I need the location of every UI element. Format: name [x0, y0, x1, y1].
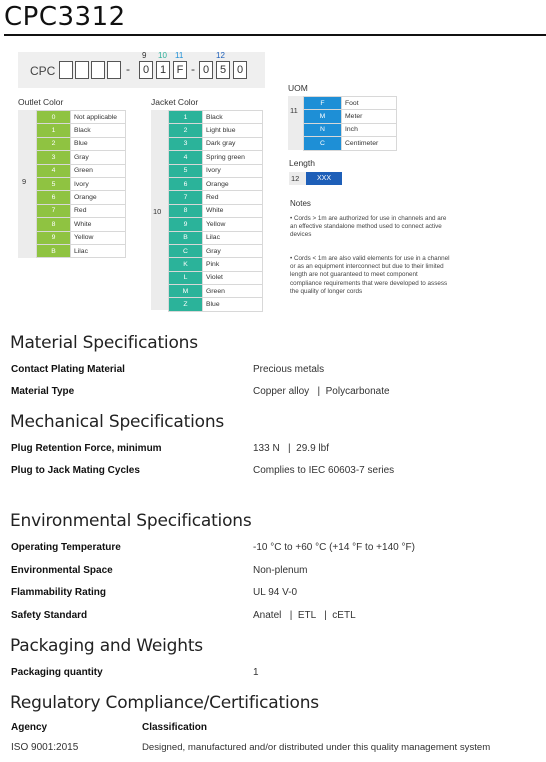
notes-title: Notes: [290, 199, 311, 208]
packaging-heading: Packaging and Weights: [10, 636, 203, 656]
table-row: [37, 124, 126, 137]
code-cell: 1: [37, 124, 71, 137]
code-cell: 2: [37, 137, 71, 150]
table-row: [169, 164, 263, 177]
table-row: [169, 111, 263, 124]
name-cell: Orange: [71, 191, 126, 204]
builder-dash: -: [191, 62, 195, 76]
name-cell: Lilac: [71, 244, 126, 257]
code-cell: 4: [169, 151, 203, 164]
builder-dash: -: [126, 62, 130, 76]
builder-digit: F: [173, 61, 187, 79]
name-cell: Gray: [71, 151, 126, 164]
outlet-color-table: [36, 110, 126, 258]
name-cell: White: [203, 204, 263, 217]
builder-index-jacket: 10: [158, 51, 167, 60]
table-row: [37, 231, 126, 244]
code-cell: M: [304, 110, 342, 123]
length-index: 12: [291, 174, 300, 183]
name-cell: Blue: [203, 298, 263, 311]
code-cell: 5: [169, 164, 203, 177]
code-cell: 9: [169, 218, 203, 231]
name-cell: Inch: [342, 123, 397, 136]
name-cell: Meter: [342, 110, 397, 123]
table-row: [169, 177, 263, 190]
name-cell: Centimeter: [342, 137, 397, 150]
builder-index-uom: 11: [175, 51, 184, 60]
name-cell: Not applicable: [71, 111, 126, 124]
spec-label: Plug Retention Force, minimum: [11, 443, 162, 454]
title-divider: [4, 34, 546, 36]
code-cell: N: [304, 123, 342, 136]
spec-label: Contact Plating Material: [11, 364, 125, 375]
table-row: [37, 164, 126, 177]
spec-label: Packaging quantity: [11, 667, 103, 678]
code-cell: 1: [169, 111, 203, 124]
code-cell: C: [304, 137, 342, 150]
code-cell: 5: [37, 177, 71, 190]
code-cell: B: [169, 231, 203, 244]
part-number-builder: [18, 52, 265, 88]
name-cell: Yellow: [203, 218, 263, 231]
spec-label: Plug to Jack Mating Cycles: [11, 465, 140, 476]
name-cell: Foot: [342, 97, 397, 110]
builder-index-outlet: 9: [142, 51, 147, 60]
table-row: [304, 110, 397, 123]
builder-index-length: 12: [216, 51, 225, 60]
page-title: CPC3312: [4, 2, 126, 32]
name-cell: Orange: [203, 177, 263, 190]
spec-value: Anatel | ETL | cETL: [253, 610, 356, 621]
builder-digit: 5: [216, 61, 230, 79]
code-cell: 2: [169, 124, 203, 137]
spec-label: Operating Temperature: [11, 542, 121, 553]
table-row: [37, 137, 126, 150]
environmental-heading: Environmental Specifications: [10, 511, 252, 531]
name-cell: Red: [203, 191, 263, 204]
name-cell: Dark gray: [203, 137, 263, 150]
table-row: [37, 177, 126, 190]
table-row: [169, 244, 263, 257]
spec-value: UL 94 V-0: [253, 587, 298, 598]
code-cell: 6: [169, 177, 203, 190]
uom-rail: [288, 96, 303, 150]
spec-value: 133 N | 29.9 lbf: [253, 443, 329, 454]
agency-cell: ISO 9001:2015: [11, 742, 79, 753]
outlet-rail: [18, 110, 36, 258]
spec-label: Environmental Space: [11, 565, 113, 576]
name-cell: Pink: [203, 258, 263, 271]
code-cell: 6: [37, 191, 71, 204]
name-cell: Blue: [71, 137, 126, 150]
uom-label: UOM: [288, 83, 308, 93]
builder-box-blank: [91, 61, 105, 79]
table-row: [37, 191, 126, 204]
code-cell: B: [37, 244, 71, 257]
uom-index: 11: [290, 106, 298, 115]
spec-label: Material Type: [11, 386, 75, 397]
code-cell: Z: [169, 298, 203, 311]
builder-box-blank: [75, 61, 89, 79]
name-cell: Lilac: [203, 231, 263, 244]
classification-cell: Designed, manufactured and/or distributed under this quality management system: [142, 742, 491, 753]
table-row: [304, 97, 397, 110]
classification-column-header: Classification: [142, 722, 208, 733]
code-cell: 9: [37, 231, 71, 244]
builder-digit: 0: [199, 61, 213, 79]
material-heading: Material Specifications: [10, 333, 198, 353]
name-cell: Ivory: [203, 164, 263, 177]
name-cell: Spring green: [203, 151, 263, 164]
name-cell: Light blue: [203, 124, 263, 137]
table-row: [37, 244, 126, 257]
spec-label: Safety Standard: [11, 610, 88, 621]
builder-box-blank: [107, 61, 121, 79]
code-cell: 4: [37, 164, 71, 177]
table-row: [169, 298, 263, 311]
table-row: [169, 151, 263, 164]
note-item: • Cords < 1m are also valid elements for use in a channel or as an equipment interconnect but due to their limited length are not guaranteed to meet component compliance requirements that were developed to assess the quality of longer cords: [290, 255, 450, 295]
code-cell: 7: [37, 204, 71, 217]
table-row: [37, 111, 126, 124]
spec-label: Flammability Rating: [11, 587, 107, 598]
table-row: [169, 285, 263, 298]
builder-box-blank: [59, 61, 73, 79]
spec-value: 1: [253, 667, 259, 678]
code-cell: 8: [169, 204, 203, 217]
spec-value: -10 °C to +60 °C (+14 °F to +140 °F): [253, 542, 415, 553]
table-row: [169, 191, 263, 204]
spec-value: Non-plenum: [253, 565, 308, 576]
code-cell: L: [169, 271, 203, 284]
code-cell: M: [169, 285, 203, 298]
code-cell: 8: [37, 218, 71, 231]
note-item: • Cords > 1m are authorized for use in channels and are an effective standalone method used to connect active devices: [290, 215, 447, 239]
table-row: [169, 271, 263, 284]
name-cell: Ivory: [71, 177, 126, 190]
uom-table: [303, 96, 397, 151]
name-cell: Green: [203, 285, 263, 298]
length-value: XXX: [306, 172, 342, 185]
agency-column-header: Agency: [11, 722, 48, 733]
table-row: [169, 258, 263, 271]
mechanical-heading: Mechanical Specifications: [10, 412, 225, 432]
table-row: [169, 137, 263, 150]
code-cell: 0: [37, 111, 71, 124]
table-row: [169, 218, 263, 231]
table-row: [304, 137, 397, 150]
length-label: Length: [289, 158, 315, 168]
builder-digit: 0: [139, 61, 153, 79]
name-cell: Gray: [203, 244, 263, 257]
name-cell: Red: [71, 204, 126, 217]
outlet-index: 9: [22, 177, 27, 186]
code-cell: 3: [169, 137, 203, 150]
name-cell: White: [71, 218, 126, 231]
table-row: [37, 204, 126, 217]
name-cell: Green: [71, 164, 126, 177]
spec-value: Copper alloy | Polycarbonate: [253, 386, 390, 397]
name-cell: Violet: [203, 271, 263, 284]
table-row: [169, 231, 263, 244]
table-row: [169, 124, 263, 137]
code-cell: 7: [169, 191, 203, 204]
table-row: [304, 123, 397, 136]
code-cell: F: [304, 97, 342, 110]
table-row: [37, 151, 126, 164]
name-cell: Black: [71, 124, 126, 137]
part-number-diagram: [0, 46, 546, 316]
builder-digit: 1: [156, 61, 170, 79]
code-cell: C: [169, 244, 203, 257]
code-cell: 3: [37, 151, 71, 164]
name-cell: Yellow: [71, 231, 126, 244]
jacket-index: 10: [153, 207, 162, 216]
table-row: [37, 218, 126, 231]
regulatory-heading: Regulatory Compliance/Certifications: [10, 693, 319, 713]
jacket-color-label: Jacket Color: [151, 97, 199, 107]
table-row: [169, 204, 263, 217]
name-cell: Black: [203, 111, 263, 124]
spec-value: Complies to IEC 60603-7 series: [253, 465, 395, 476]
spec-value: Precious metals: [253, 364, 325, 375]
jacket-color-table: [168, 110, 263, 312]
builder-prefix: CPC: [30, 64, 56, 78]
outlet-color-label: Outlet Color: [18, 97, 64, 107]
code-cell: K: [169, 258, 203, 271]
builder-digit: 0: [233, 61, 247, 79]
